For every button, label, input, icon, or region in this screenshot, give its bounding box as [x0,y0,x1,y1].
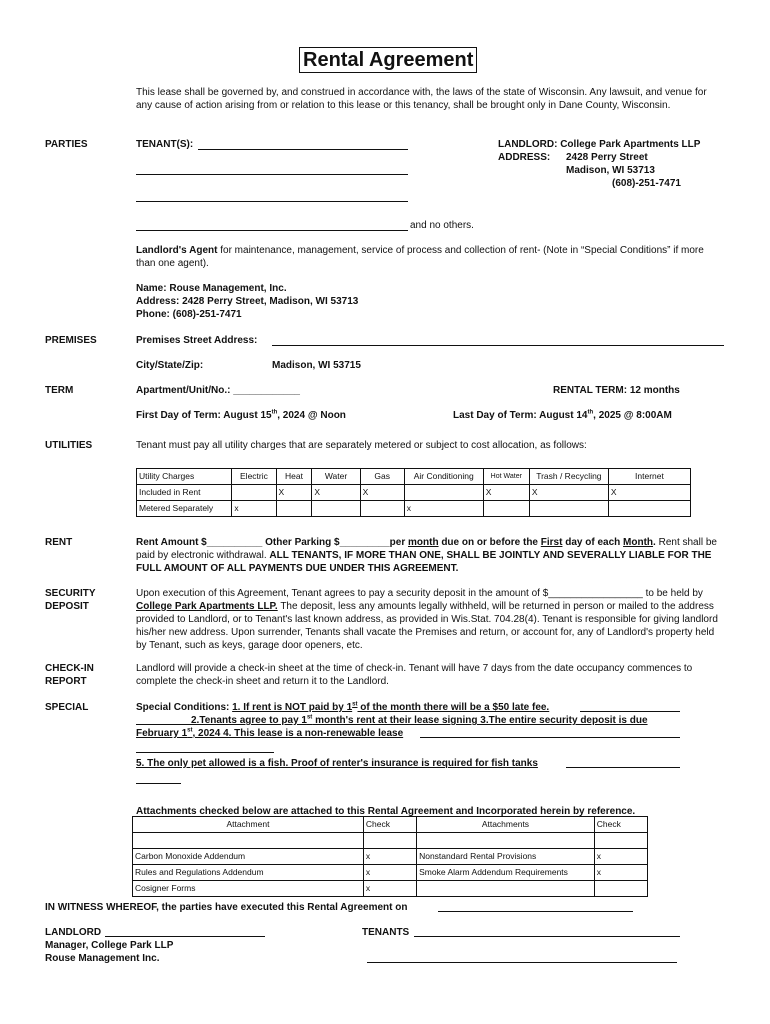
attachment-name: Smoke Alarm Addendum Requirements [417,865,595,881]
section-premises: PREMISES [45,335,97,346]
document-title: Rental Agreement [299,47,477,73]
attachments-row [133,881,648,897]
execution-date-line[interactable] [438,911,633,912]
utility-header: Gas [360,469,404,485]
utility-cell[interactable]: X [529,485,608,501]
utilities-row-included [137,485,691,501]
attachment-check[interactable]: x [363,849,416,865]
management-company: Rouse Management Inc. [45,953,160,964]
landlord-agent-paragraph [136,244,721,270]
attachment-check[interactable]: x [594,849,647,865]
utilities-row-metered [137,501,691,517]
section-parties: PARTIES [45,139,88,150]
utility-cell[interactable] [360,501,404,517]
city-state-zip-value: Madison, WI 53715 [272,360,361,371]
section-utilities: UTILITIES [45,440,93,451]
section-term: TERM [45,385,74,396]
agent-name: Name: Rouse Management, Inc. [136,283,287,294]
tenant-line-4[interactable] [136,230,408,231]
landlord-address-city: Madison, WI 53713 [566,165,655,176]
attachment-name: Nonstandard Rental Provisions [417,849,595,865]
utility-header: Air Conditioning [404,469,483,485]
utility-cell[interactable]: X [312,485,360,501]
utility-cell[interactable] [312,501,360,517]
attachment-cell [594,833,647,849]
attachments-table [132,816,648,897]
special-line-4 [136,752,274,753]
special-line-6 [136,783,181,784]
attachments-row [133,865,648,881]
utility-cell[interactable]: X [360,485,404,501]
landlord-phone: (608)-251-7471 [612,178,681,189]
landlord-address-label: ADDRESS: [498,152,551,163]
attachment-check[interactable]: x [594,865,647,881]
attachment-name: Cosigner Forms [133,881,364,897]
tenant-line-2[interactable] [136,174,408,175]
landlord-signature-line[interactable] [105,936,265,937]
special-condition-3: February 1st, 2024 4. This lease is a non-renewable lease [136,727,404,739]
tenant-signature-line-2[interactable] [367,962,677,963]
attachment-cell [133,833,364,849]
security-deposit-paragraph: Upon execution of this Agreement, Tenant agrees to pay a security deposit in the amount of $_________________ to be held by College Park Apartments LLP. The deposit, less any amounts legally withheld, will be returned in person or mailed to the address provided to Landlord, or to Tenant's last known address, as provided in Wis.Stat. 704.28(4). Tenant is responsible for giving landlord his/her new address. Upon surrender, Tenants shall vacate the Premises and return, or account for, any of Landlord's property held by Tenant, such as keys, garage door openers, etc. [136,588,718,651]
attachment-header: Attachments [417,817,595,833]
utility-header: Internet [608,469,690,485]
attachment-name: Carbon Monoxide Addendum [133,849,364,865]
utility-header: Hot Water [483,469,529,485]
utilities-header-row [137,469,691,485]
premises-street-label: Premises Street Address: [136,335,258,346]
attachment-check[interactable]: x [363,865,416,881]
utility-header: Water [312,469,360,485]
special-line-2 [136,724,191,725]
section-report: REPORT [45,676,87,687]
utility-cell[interactable] [232,485,276,501]
attachments-intro: Attachments checked below are attached to this Rental Agreement and Incorporated herein by reference. [136,806,636,817]
utilities-table [136,468,691,517]
utility-row-label: Metered Separately [137,501,232,517]
manager-title: Manager, College Park LLP [45,940,174,951]
attachments-header-row [133,817,648,833]
attachment-check[interactable] [594,881,647,897]
attachment-name [417,881,595,897]
utility-cell[interactable]: X [608,485,690,501]
section-special: SPECIAL [45,702,89,713]
city-state-zip-label: City/State/Zip: [136,360,204,371]
utility-cell[interactable]: x [232,501,276,517]
special-condition-5: 5. The only pet allowed is a fish. Proof of renter's insurance is required for fish tanks [136,758,538,769]
utility-cell[interactable] [276,501,312,517]
section-rent: RENT [45,537,73,548]
landlord-signature-label: LANDLORD [45,927,102,938]
premises-street-line[interactable] [272,345,724,346]
utility-cell[interactable] [404,485,483,501]
utility-cell[interactable] [483,501,529,517]
tenant-line-1[interactable] [198,149,408,150]
utility-cell[interactable] [608,501,690,517]
utility-header: Electric [232,469,276,485]
rent-paragraph: Rent Amount $__________ Other Parking $_________per month due on or before the First day of each Month. Rent shall be paid by electronic withdrawal. ALL TENANTS, IF MORE THAN ONE, SHALL BE JOINTLY AND SEVERALLY LIABLE FOR THE FULL AMOUNT OF ALL PAYMENTS DUE UNDER THIS AGREEMENT. [136,537,717,574]
section-checkin: CHECK-IN [45,663,94,674]
tenant-signature-line-1[interactable] [414,936,680,937]
checkin-paragraph: Landlord will provide a check-in sheet at the time of check-in. Tenant will have 7 days from the date occupancy commences to complete the check-in sheet and return it to the Landlord. [136,663,693,687]
unit-label: Apartment/Unit/No.: ____________ [136,385,300,396]
attachment-name: Rules and Regulations Addendum [133,865,364,881]
special-line-3 [420,737,680,738]
rental-term: RENTAL TERM: 12 months [553,385,680,396]
first-day-of-term: First Day of Term: August 15th, 2024 @ Noon [136,409,346,421]
tenant-line-3[interactable] [136,201,408,202]
attachment-cell [363,833,416,849]
attachments-row [133,849,648,865]
attachment-check[interactable]: x [363,881,416,897]
utility-cell[interactable]: X [276,485,312,501]
special-line-5 [566,767,680,768]
utility-cell[interactable]: x [404,501,483,517]
tenants-signature-label: TENANTS [362,927,410,938]
tenant-label: TENANT(S): [136,139,194,150]
agent-label: Landlord's Agent [136,245,218,256]
section-deposit: DEPOSIT [45,601,89,612]
agent-text: for maintenance, management, service of process and collection of rent- (Note in “Special Conditions” if more than one agent). [136,245,704,269]
agent-phone: Phone: (608)-251-7471 [136,309,242,320]
attachment-header: Check [363,817,416,833]
and-no-others: and no others. [410,220,474,231]
agent-address: Address: 2428 Perry Street, Madison, WI 53713 [136,296,359,307]
attachment-header: Attachment [133,817,364,833]
utility-cell[interactable]: X [483,485,529,501]
utilities-text: Tenant must pay all utility charges that are separately metered or subject to cost allocation, as follows: [136,440,587,451]
landlord-address-street: 2428 Perry Street [566,152,648,163]
governing-law-paragraph: This lease shall be governed by, and construed in accordance with, the laws of the state of Wisconsin. Any lawsuit, and venue for any cause of action arising from or relation to this lease or this tenancy, shall be brought only in Dane County, Wisconsin. [136,87,707,111]
utility-cell[interactable] [529,501,608,517]
special-condition-2: 2.Tenants agree to pay 1st month's rent at their lease signing 3.The entire security deposit is due [191,714,648,726]
utility-header: Heat [276,469,312,485]
utility-header: Trash / Recycling [529,469,608,485]
attachment-cell [417,833,595,849]
attachments-spacer-row [133,833,648,849]
attachment-header: Check [594,817,647,833]
utility-header: Utility Charges [137,469,232,485]
witness-statement: IN WITNESS WHEREOF, the parties have executed this Rental Agreement on [45,902,408,913]
special-line-1 [580,711,680,712]
utility-row-label: Included in Rent [137,485,232,501]
landlord-name: LANDLORD: College Park Apartments LLP [498,139,701,150]
section-security: SECURITY [45,588,96,599]
special-condition-1: Special Conditions: 1. If rent is NOT paid by 1st of the month there will be a $50 late fee. [136,701,550,713]
last-day-of-term: Last Day of Term: August 14th, 2025 @ 8:00AM [453,409,672,421]
